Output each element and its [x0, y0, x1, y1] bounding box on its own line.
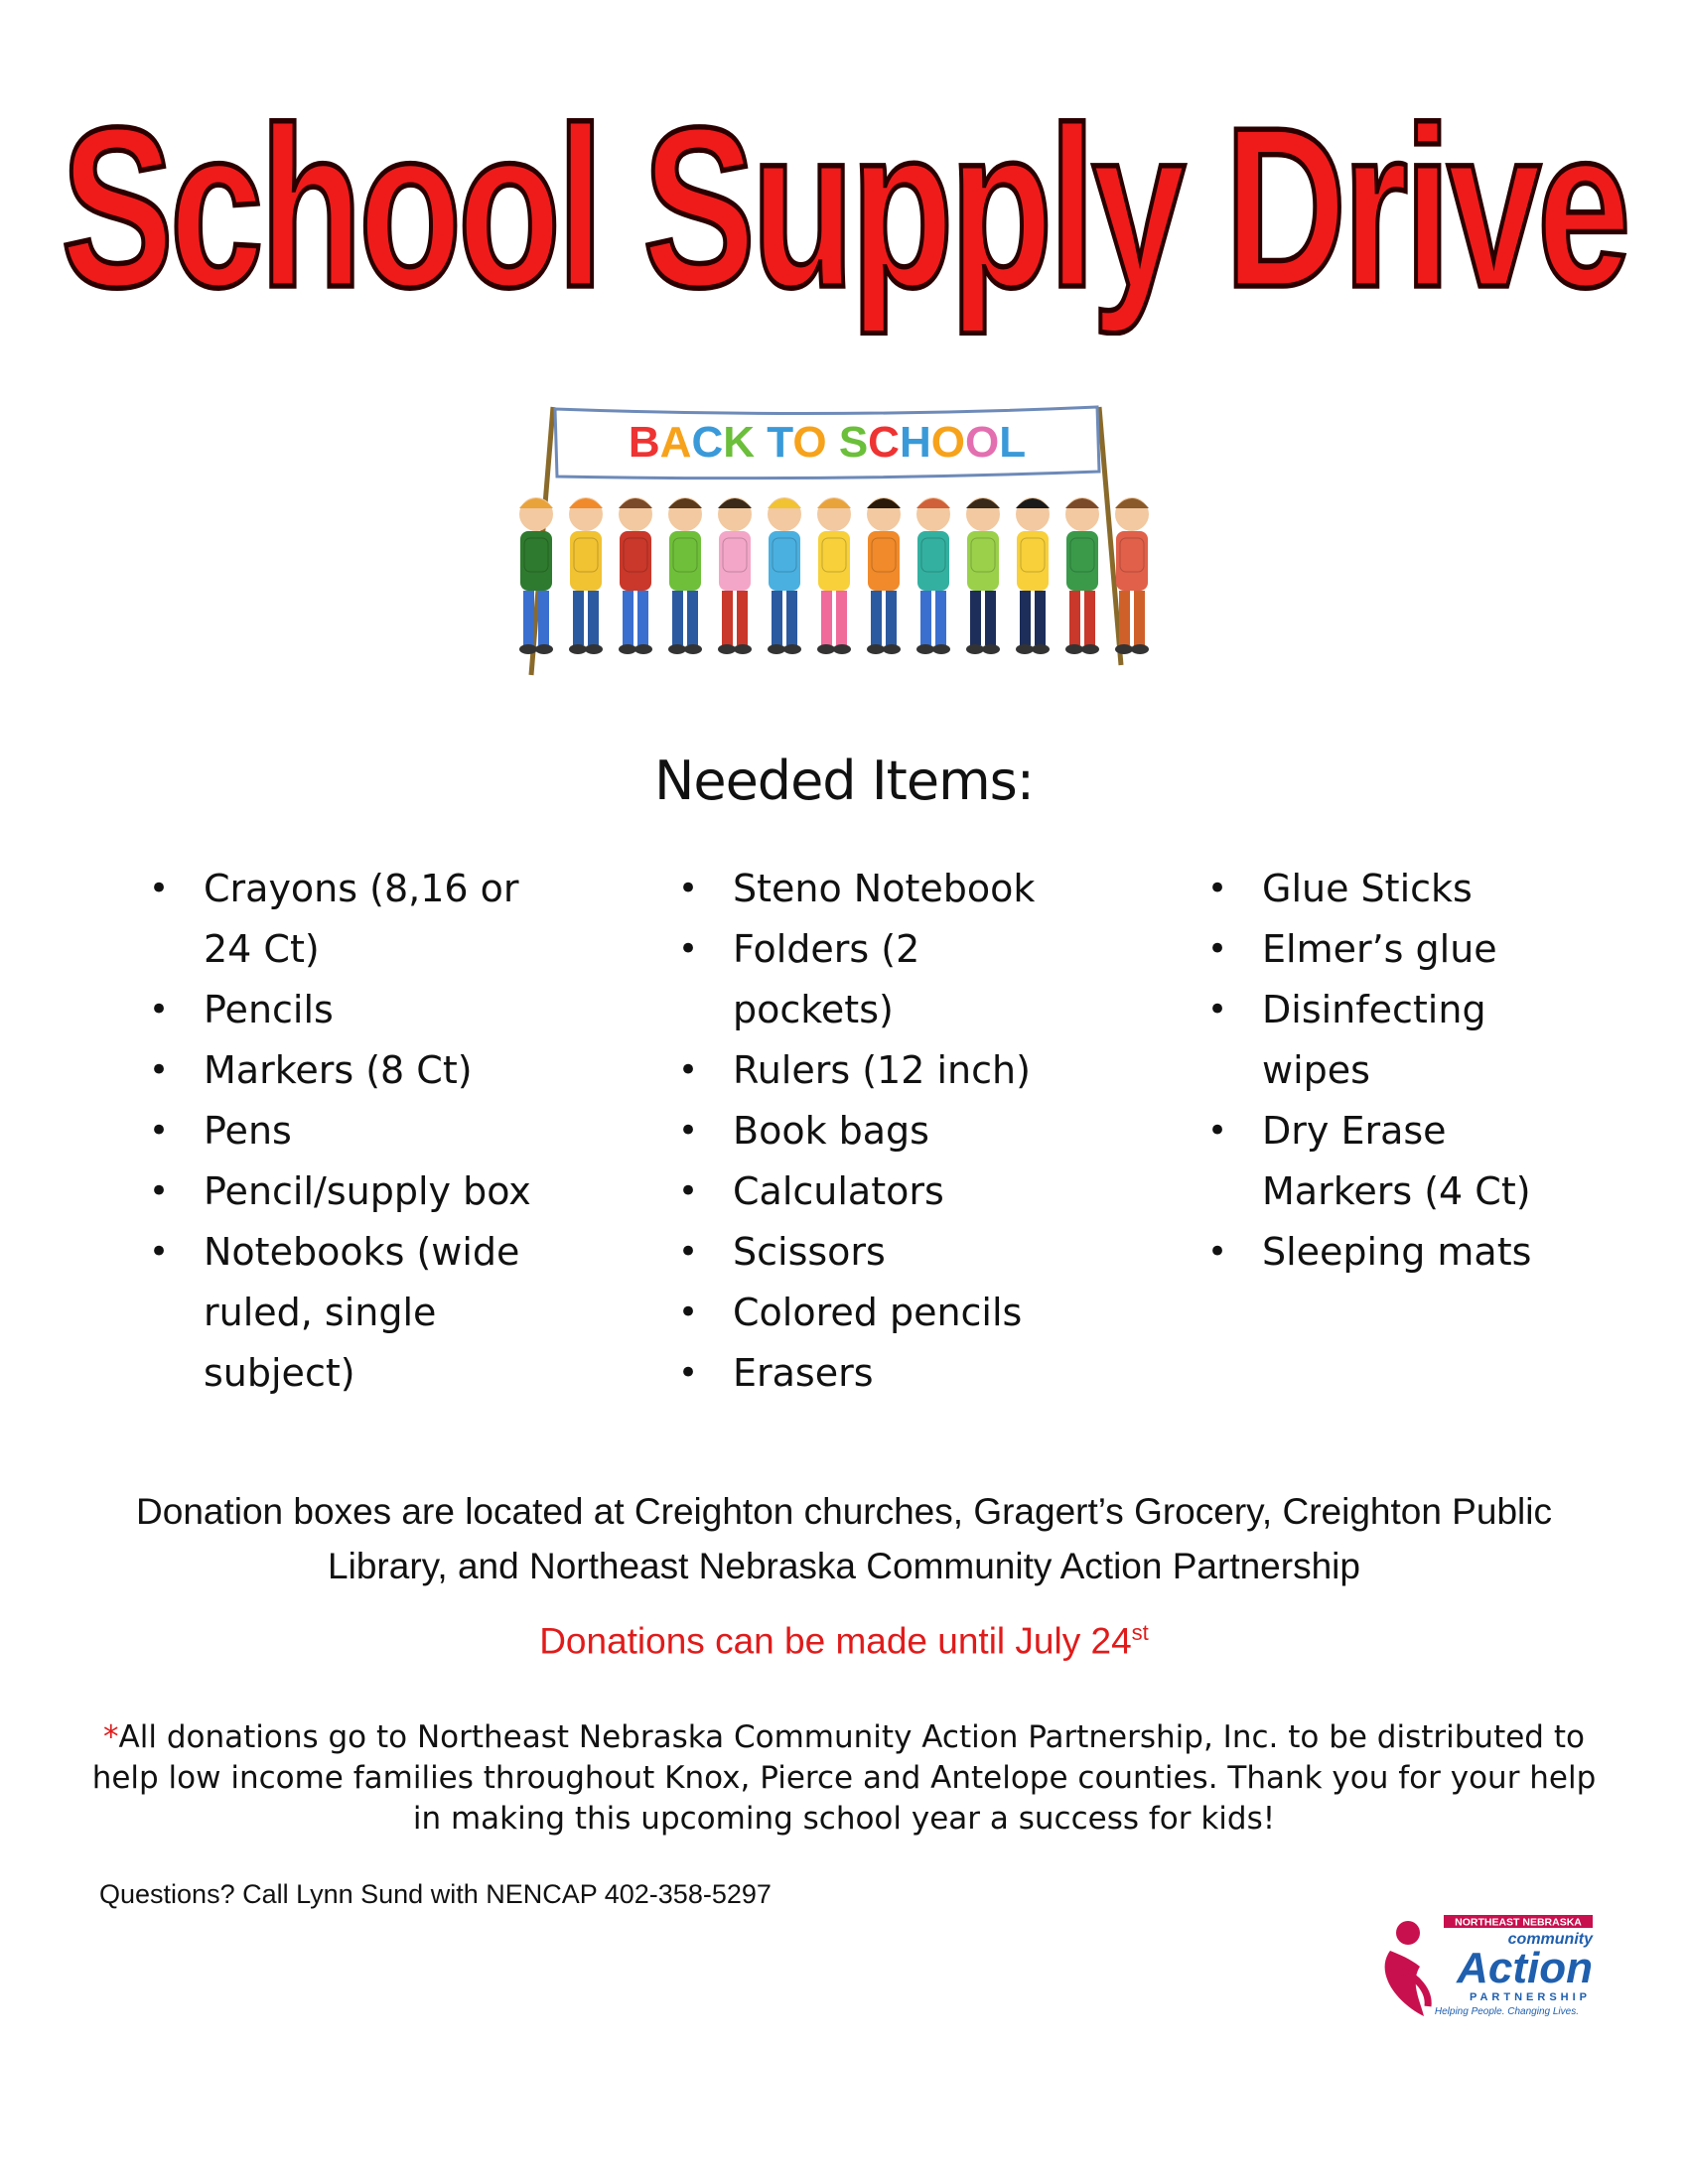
note-asterisk: * — [103, 1719, 119, 1755]
contact-line: Questions? Call Lynn Sund with NENCAP 402-358-5297 — [99, 1879, 772, 1909]
logo-top-text: NORTHEAST NEBRASKA — [1455, 1916, 1582, 1929]
needed-item: • Disinfecting wipes — [1207, 980, 1535, 1101]
needed-item: • Pens — [149, 1101, 546, 1161]
needed-item: • Calculators — [678, 1161, 1065, 1222]
child-figure — [867, 497, 901, 654]
needed-item: • Glue Sticks — [1207, 859, 1535, 919]
children-group — [519, 497, 1149, 654]
note-text: All donations go to Northeast Nebraska Community Action Partnership, Inc. to be distributed to help low income families throughout Knox, Pierce and Antelope counties. Thank you for your help in making this upcoming school year a success for kids! — [91, 1719, 1597, 1837]
donation-locations: Donation boxes are located at Creighton churches, Gragert’s Grocery, Creighton Public Library, and Northeast Nebraska Community Action Partnership — [136, 1491, 1552, 1586]
logo-tagline: Helping People. Changing Lives. — [1434, 2006, 1579, 2017]
logo-partnership-text: PARTNERSHIP — [1469, 1991, 1591, 2003]
items-column-1 — [149, 859, 546, 1404]
needed-item: • Notebooks (wide ruled, single subject) — [149, 1222, 546, 1404]
needed-item: • Erasers — [678, 1343, 1065, 1404]
needed-item: • Folders (2 pockets) — [678, 919, 1065, 1040]
banner-text: BACK TO SCHOOL — [628, 418, 1027, 467]
child-figure — [668, 497, 702, 654]
needed-item: • Scissors — [678, 1222, 1065, 1283]
child-figure — [569, 497, 603, 654]
needed-item: • Steno Notebook — [678, 859, 1065, 919]
child-figure — [619, 497, 652, 654]
needed-item: • Book bags — [678, 1101, 1065, 1161]
child-figure — [817, 497, 851, 654]
nencap-logo — [1380, 1911, 1609, 2030]
back-to-school-illustration — [492, 397, 1206, 685]
needed-item: • Colored pencils — [678, 1283, 1065, 1343]
needed-item: • Markers (8 Ct) — [149, 1040, 546, 1101]
items-column-2 — [678, 859, 1065, 1404]
logo-action-text: Action — [1457, 1944, 1593, 1992]
child-figure — [718, 497, 752, 654]
child-figure — [1065, 497, 1099, 654]
child-figure — [1016, 497, 1050, 654]
donation-deadline — [0, 1620, 1688, 1662]
needed-item: • Pencil/supply box — [149, 1161, 546, 1222]
page-title: School Supply Drive — [61, 80, 1627, 336]
child-figure — [768, 497, 801, 654]
items-column-3 — [1207, 859, 1535, 1283]
logo-community-text: community — [1507, 1931, 1593, 1948]
child-figure — [966, 497, 1000, 654]
needed-item: • Sleeping mats — [1207, 1222, 1535, 1283]
deadline-suffix: st — [1131, 1620, 1149, 1645]
needed-item: • Rulers (12 inch) — [678, 1040, 1065, 1101]
needed-item: • Crayons (8,16 or 24 Ct) — [149, 859, 546, 980]
deadline-text: Donations can be made until July 24 — [539, 1620, 1132, 1662]
logo-head — [1396, 1921, 1420, 1945]
needed-item: • Elmer’s glue — [1207, 919, 1535, 980]
needed-item: • Pencils — [149, 980, 546, 1040]
needed-item: • Dry Erase Markers (4 Ct) — [1207, 1101, 1535, 1222]
child-figure — [1115, 497, 1149, 654]
donation-note — [89, 1717, 1599, 1840]
child-figure — [916, 497, 950, 654]
needed-items-heading: Needed Items: — [653, 750, 1035, 812]
